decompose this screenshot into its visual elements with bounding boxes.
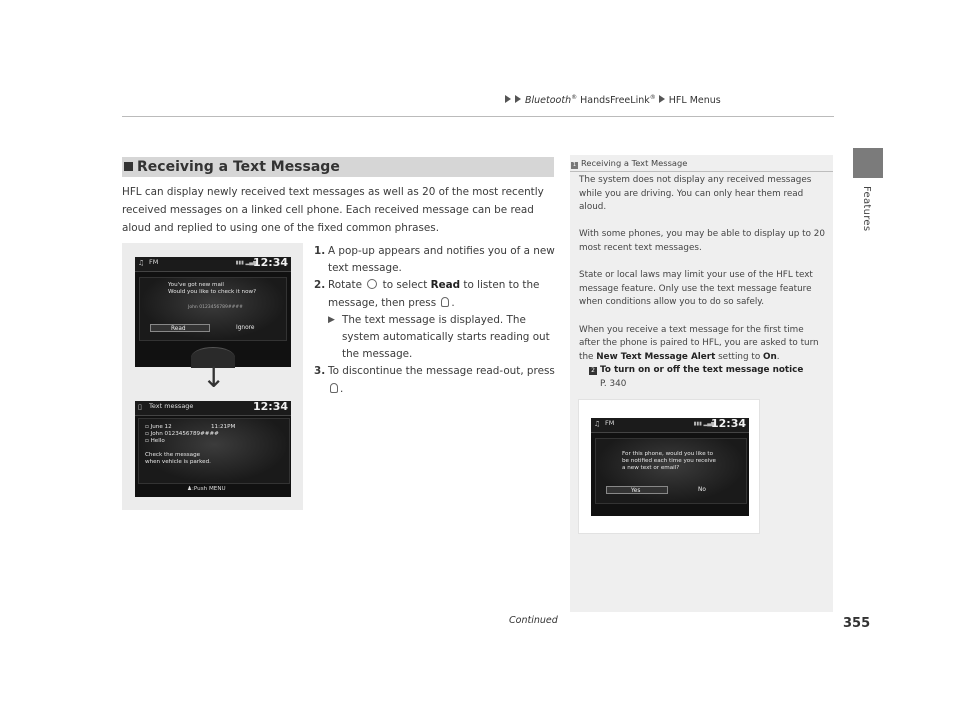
sidebar-note-body: The system does not display any received messages while you are driving. You can only hear them read aloud. With some phones, you may be able to display up to 20 most recent text messages. State or local laws may limit your use of the HFL text message feature. Only use the text message feature when conditions allow you to do so safely. When you receive a text message for the first time after the phone is paired to HFL, you are asked to turn the New Text Message Alert setting to On. 2 To turn on or off the text message notice P. 340	[579, 174, 827, 392]
no-button[interactable]: No	[698, 487, 706, 493]
pickup-button-icon	[330, 383, 338, 393]
music-note-icon: ♫	[138, 259, 145, 267]
intro-paragraph: HFL can display newly received text messages as well as 20 of the most recently received messages on a linked cell phone. Each received message can be read aloud and replied to using one of the fixed common phrases.	[122, 186, 544, 234]
breadcrumb-hfl-menus[interactable]: HFL Menus	[668, 95, 721, 107]
breadcrumb-handsfreelink[interactable]: HandsFreeLink	[580, 95, 650, 107]
cross-reference-page[interactable]: P. 340	[600, 378, 627, 389]
arrow-down-icon: ↓	[202, 361, 226, 394]
step-3: 3. To discontinue the message read-out, press .	[314, 365, 555, 395]
chapter-tab	[853, 148, 883, 178]
notify-popup: For this phone, would you like to be notified each time you receive a new text or email? Yes No	[595, 438, 747, 504]
step-1: 1. A pop-up appears and notifies you of a new text message.	[314, 245, 555, 275]
page-number: 355	[843, 616, 871, 631]
push-menu-hint: ♟:Push MENU	[187, 486, 226, 492]
music-note-icon: ♫	[594, 420, 601, 428]
cross-reference-link[interactable]: 2 To turn on or off the text message notice	[579, 364, 827, 378]
chapter-label: Features	[861, 186, 872, 232]
steps-list	[314, 243, 558, 398]
reference-icon: 2	[589, 367, 597, 375]
popup-screen: ♫ FM ▮▮▮ ▂▄▆ 12:34 You've got new mail Would you like to check it now? John 0123456789#### Read Ignore	[135, 257, 291, 367]
breadcrumb-bluetooth[interactable]: Bluetooth	[525, 95, 572, 107]
header-divider	[122, 116, 834, 117]
step-2: 2. Rotate to select Read to listen to the message, then press . ▶ The text message is displayed. The system automatically starts reading out the message.	[314, 277, 558, 363]
message-screen: ▯ Text message 12:34 ▫ June 12 11:21PM ▫ John 0123456789#### ▫ Hello Check the message when vehicle is parked. ♟:Push MENU	[135, 401, 291, 497]
signal-icon: ▮▮▮ ▂▄▆	[693, 421, 715, 427]
note-marker-icon: 1	[572, 162, 577, 168]
signal-icon: ▮▮▮ ▂▄▆	[235, 260, 257, 266]
notify-screen: ♫ FM ▮▮▮ ▂▄▆ 12:34 For this phone, would you like to be notified each time you receive a new text or email? Yes No	[591, 418, 749, 516]
pickup-button-icon	[441, 297, 449, 307]
continued-label: Continued	[509, 615, 558, 626]
triangle-icon	[659, 95, 665, 103]
selector-knob-icon	[367, 279, 377, 289]
yes-button[interactable]: Yes	[606, 486, 668, 494]
sidebar-note-divider	[570, 171, 833, 172]
triangle-icon	[515, 95, 521, 103]
triangle-icon	[505, 95, 511, 103]
square-bullet-icon	[124, 162, 133, 171]
read-button[interactable]: Read	[150, 324, 210, 332]
ignore-button[interactable]: Ignore	[236, 325, 255, 331]
new-mail-popup: You've got new mail Would you like to check it now? John 0123456789#### Read Ignore	[139, 277, 287, 341]
result-arrow-icon: ▶	[328, 314, 335, 325]
breadcrumb: Bluetooth® HandsFreeLink® HFL Menus	[505, 94, 721, 106]
lock-icon: ▯	[138, 403, 142, 411]
section-title: Receiving a Text Message	[122, 157, 554, 177]
step-2-result: ▶ The text message is displayed. The system automatically starts reading out the message.	[328, 313, 550, 361]
sidebar-note-title: 1 Receiving a Text Message	[572, 158, 688, 168]
screen-figure-right	[578, 399, 760, 534]
